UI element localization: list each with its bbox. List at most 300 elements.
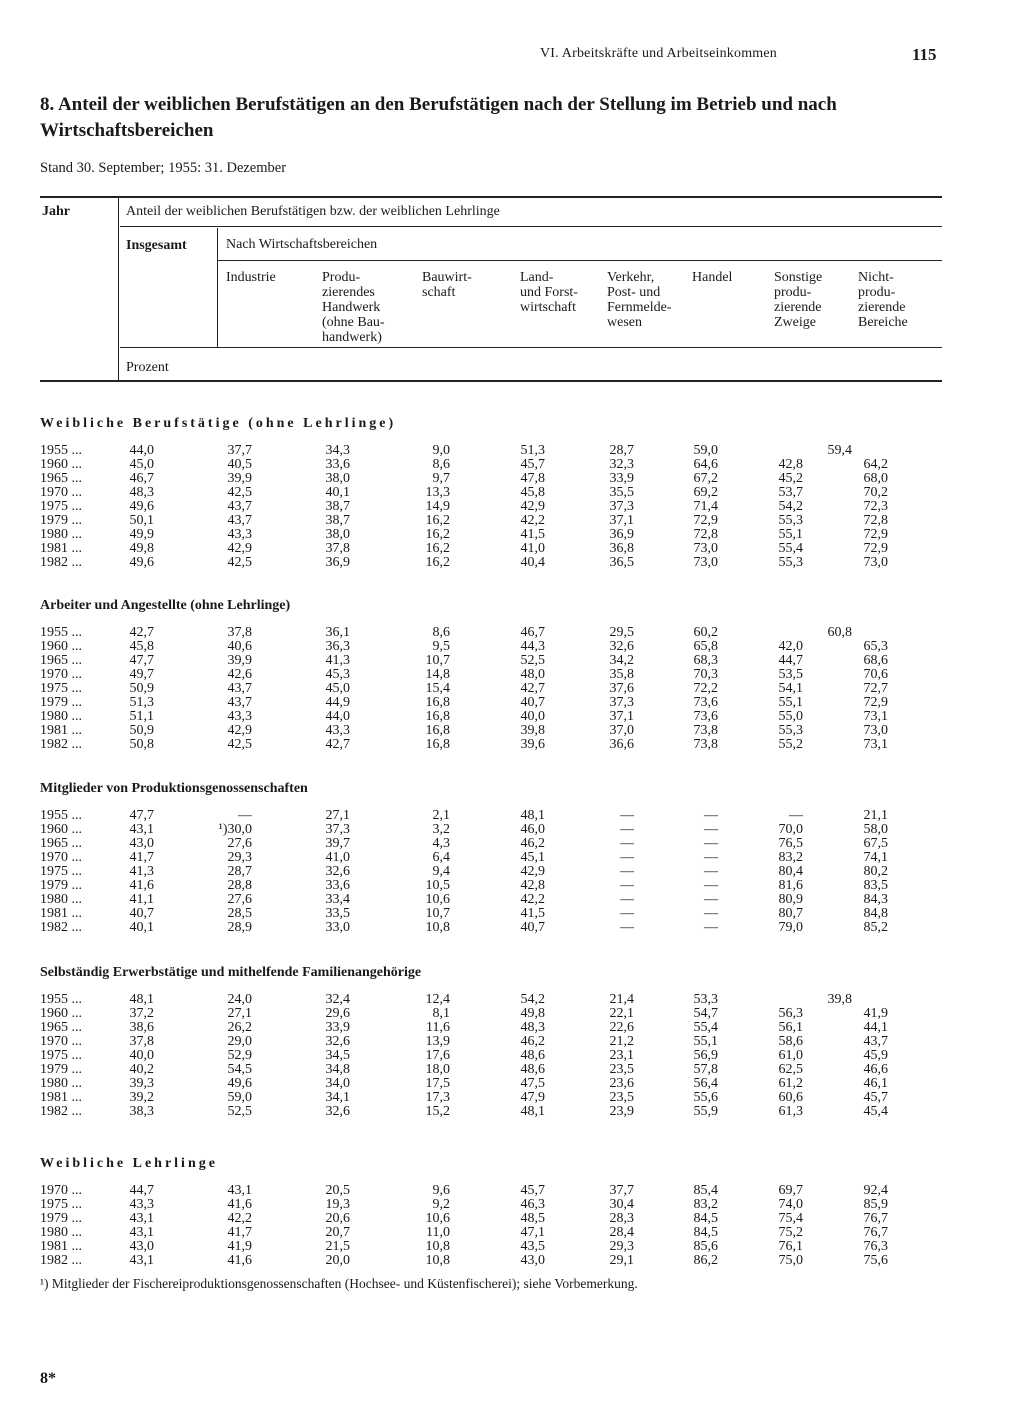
table-cell: 68,3	[693, 653, 718, 668]
table-cell: 43,0	[129, 1239, 154, 1254]
row-year: 1955 ...	[40, 443, 82, 458]
row-year: 1960 ...	[40, 639, 82, 654]
row-year: 1981 ...	[40, 1090, 82, 1105]
table-cell: 36,3	[325, 639, 350, 654]
table-cell: 43,1	[227, 1183, 252, 1198]
table-cell: —	[620, 892, 634, 907]
table-cell: 48,3	[129, 485, 154, 500]
table-cell: 39,6	[520, 737, 545, 752]
table-cell: 76,7	[863, 1211, 888, 1226]
table-cell: 59,0	[227, 1090, 252, 1105]
row-year: 1975 ...	[40, 1048, 82, 1063]
table-cell: 10,8	[425, 1253, 450, 1268]
table-cell: 54,7	[693, 1006, 718, 1021]
table-cell: 85,6	[693, 1239, 718, 1254]
table-cell: 39,8	[520, 723, 545, 738]
table-cell: 47,5	[520, 1076, 545, 1091]
table-cell: 39,9	[227, 471, 252, 486]
table-cell: 42,9	[520, 499, 545, 514]
table-cell: 46,7	[520, 625, 545, 640]
table-cell: 54,2	[778, 499, 803, 514]
row-year: 1980 ...	[40, 527, 82, 542]
table-cell: 33,5	[325, 906, 350, 921]
table-cell: 20,5	[325, 1183, 350, 1198]
table-cell: 41,6	[227, 1253, 252, 1268]
table-cell: —	[704, 892, 718, 907]
table-cell: —	[704, 850, 718, 865]
row-year: 1982 ...	[40, 555, 82, 570]
table-cell: 23,9	[609, 1104, 634, 1119]
table-cell: 72,9	[863, 527, 888, 542]
table-cell: 41,1	[129, 892, 154, 907]
table-cell: 43,7	[227, 499, 252, 514]
table-cell: 54,5	[227, 1062, 252, 1077]
table-cell: 15,2	[425, 1104, 450, 1119]
table-cell: 85,9	[863, 1197, 888, 1212]
table-cell: 70,3	[693, 667, 718, 682]
table-cell: 54,1	[778, 681, 803, 696]
table-cell: 36,1	[325, 625, 350, 640]
table-cell: 55,1	[778, 695, 803, 710]
table-cell: 46,2	[520, 836, 545, 851]
row-year: 1982 ...	[40, 1253, 82, 1268]
table-cell: 42,0	[778, 639, 803, 654]
table-subtitle: Stand 30. September; 1955: 31. Dezember	[40, 160, 287, 176]
table-cell: 3,2	[432, 822, 450, 837]
table-cell: 52,5	[227, 1104, 252, 1119]
table-cell: 20,7	[325, 1225, 350, 1240]
table-cell: 32,6	[325, 1034, 350, 1049]
table-cell: 72,8	[693, 527, 718, 542]
table-cell: 73,6	[693, 695, 718, 710]
table-cell: 39,8	[827, 992, 852, 1007]
table-cell: 40,2	[129, 1062, 154, 1077]
row-year: 1981 ...	[40, 906, 82, 921]
table-cell: 42,2	[520, 513, 545, 528]
table-cell: 42,9	[520, 864, 545, 879]
table-cell: 83,2	[778, 850, 803, 865]
table-cell: 55,4	[778, 541, 803, 556]
table-cell: 48,6	[520, 1062, 545, 1077]
table-cell: 20,6	[325, 1211, 350, 1226]
table-cell: —	[620, 822, 634, 837]
row-year: 1982 ...	[40, 737, 82, 752]
table-cell: 39,7	[325, 836, 350, 851]
table-cell: 50,8	[129, 737, 154, 752]
table-cell: 42,6	[227, 667, 252, 682]
table-cell: 37,1	[609, 513, 634, 528]
table-cell: 68,6	[863, 653, 888, 668]
table-cell: 49,6	[129, 499, 154, 514]
table-cell: 16,8	[425, 723, 450, 738]
table-cell: 43,7	[227, 513, 252, 528]
table-cell: 61,2	[778, 1076, 803, 1091]
row-year: 1970 ...	[40, 1034, 82, 1049]
table-cell: 81,6	[778, 878, 803, 893]
page-mark: 8*	[40, 1370, 56, 1387]
header-year: Jahr	[42, 204, 70, 219]
table-cell: 34,1	[325, 1090, 350, 1105]
table-cell: 34,5	[325, 1048, 350, 1063]
table-cell: 55,9	[693, 1104, 718, 1119]
table-cell: 69,2	[693, 485, 718, 500]
table-cell: 43,1	[129, 822, 154, 837]
table-cell: 17,6	[425, 1048, 450, 1063]
table-cell: 51,3	[129, 695, 154, 710]
table-cell: 44,3	[520, 639, 545, 654]
header-col-landwirtschaft: Land- und Forst- wirtschaft	[520, 270, 578, 315]
table-cell: 38,0	[325, 471, 350, 486]
table-cell: 75,2	[778, 1225, 803, 1240]
table-cell: 45,2	[778, 471, 803, 486]
row-year: 1980 ...	[40, 1225, 82, 1240]
table-cell: 49,6	[129, 555, 154, 570]
table-cell: 72,2	[693, 681, 718, 696]
table-cell: 45,0	[129, 457, 154, 472]
table-cell: 43,1	[129, 1211, 154, 1226]
table-cell: 41,9	[863, 1006, 888, 1021]
table-cell: 49,8	[520, 1006, 545, 1021]
table-cell: 55,0	[778, 709, 803, 724]
table-cell: 61,0	[778, 1048, 803, 1063]
table-cell: —	[620, 850, 634, 865]
table-cell: —	[620, 920, 634, 935]
table-cell: 73,0	[863, 555, 888, 570]
table-cell: 60,6	[778, 1090, 803, 1105]
header-col-sonstige: Sonstige produ- zierende Zweige	[774, 270, 823, 330]
row-year: 1980 ...	[40, 892, 82, 907]
table-cell: 9,4	[432, 864, 450, 879]
table-cell: 41,3	[325, 653, 350, 668]
table-cell: —	[620, 878, 634, 893]
table-cell: 28,3	[609, 1211, 634, 1226]
table-cell: 41,6	[129, 878, 154, 893]
table-cell: —	[704, 836, 718, 851]
row-year: 1975 ...	[40, 864, 82, 879]
row-year: 1981 ...	[40, 723, 82, 738]
table-cell: 41,6	[227, 1197, 252, 1212]
table-cell: 37,7	[227, 443, 252, 458]
row-year: 1975 ...	[40, 681, 82, 696]
table-cell: 80,2	[863, 864, 888, 879]
table-cell: 46,0	[520, 822, 545, 837]
table-cell: 40,1	[325, 485, 350, 500]
table-cell: 37,3	[609, 695, 634, 710]
table-cell: 37,8	[325, 541, 350, 556]
table-cell: 22,1	[609, 1006, 634, 1021]
table-cell: 43,7	[863, 1034, 888, 1049]
table-cell: 70,2	[863, 485, 888, 500]
table-cell: 37,2	[129, 1006, 154, 1021]
table-cell: 29,3	[227, 850, 252, 865]
table-cell: 2,1	[432, 808, 450, 823]
header-col-handwerk: Produ- zierendes Handwerk (ohne Bau- handwerk)	[322, 270, 385, 345]
table-cell: 33,4	[325, 892, 350, 907]
table-cell: 54,2	[520, 992, 545, 1007]
table-cell: 49,9	[129, 527, 154, 542]
table-cell: 37,8	[227, 625, 252, 640]
footnote: ¹) Mitglieder der Fischereiproduktionsgenossenschaften (Hochsee- und Küstenfischerei); siehe Vorbemerkung.	[40, 1276, 638, 1291]
table-cell: 23,5	[609, 1062, 634, 1077]
section-title: Arbeiter und Angestellte (ohne Lehrlinge)	[40, 598, 291, 613]
table-cell: 56,3	[778, 1006, 803, 1021]
table-cell: 10,7	[425, 653, 450, 668]
table-cell: 47,7	[129, 653, 154, 668]
table-cell: 16,8	[425, 695, 450, 710]
table-cell: 46,6	[863, 1062, 888, 1077]
table-cell: 34,2	[609, 653, 634, 668]
row-year: 1981 ...	[40, 541, 82, 556]
table-cell: 41,5	[520, 906, 545, 921]
table-cell: 45,1	[520, 850, 545, 865]
table-cell: 18,0	[425, 1062, 450, 1077]
table-cell: 45,4	[863, 1104, 888, 1119]
table-cell: 11,6	[426, 1020, 450, 1035]
table-cell: 28,7	[609, 443, 634, 458]
row-year: 1955 ...	[40, 625, 82, 640]
table-cell: 40,7	[520, 695, 545, 710]
table-cell: 80,7	[778, 906, 803, 921]
table-cell: 37,3	[609, 499, 634, 514]
table-cell: 42,7	[520, 681, 545, 696]
row-year: 1965 ...	[40, 836, 82, 851]
table-cell: 50,1	[129, 513, 154, 528]
table-cell: —	[704, 906, 718, 921]
row-year: 1979 ...	[40, 513, 82, 528]
table-cell: 69,7	[778, 1183, 803, 1198]
table-cell: 29,5	[609, 625, 634, 640]
table-cell: 42,7	[325, 737, 350, 752]
table-cell: 10,8	[425, 920, 450, 935]
table-cell: 9,0	[432, 443, 450, 458]
row-year: 1979 ...	[40, 878, 82, 893]
row-year: 1981 ...	[40, 1239, 82, 1254]
table-cell: 80,4	[778, 864, 803, 879]
table-cell: 45,7	[520, 1183, 545, 1198]
table-cell: 85,2	[863, 920, 888, 935]
table-cell: 72,3	[863, 499, 888, 514]
table-cell: 33,9	[609, 471, 634, 486]
table-cell: 27,6	[227, 836, 252, 851]
table-cell: 43,1	[129, 1253, 154, 1268]
table-cell: 21,2	[609, 1034, 634, 1049]
table-cell: 44,7	[778, 653, 803, 668]
table-cell: 61,3	[778, 1104, 803, 1119]
table-cell: 43,7	[227, 695, 252, 710]
table-cell: 35,5	[609, 485, 634, 500]
table-cell: 45,9	[863, 1048, 888, 1063]
table-cell: 92,4	[863, 1183, 888, 1198]
table-cell: 47,8	[520, 471, 545, 486]
table-cell: 27,6	[227, 892, 252, 907]
table-cell: 10,7	[425, 906, 450, 921]
table-cell: 27,1	[227, 1006, 252, 1021]
table-cell: 48,1	[520, 1104, 545, 1119]
table-cell: 39,2	[129, 1090, 154, 1105]
table-cell: 59,0	[693, 443, 718, 458]
table-cell: —	[704, 822, 718, 837]
table-cell: —	[620, 906, 634, 921]
table-cell: 60,8	[827, 625, 852, 640]
table-cell: 30,4	[609, 1197, 634, 1212]
table-cell: 56,9	[693, 1048, 718, 1063]
row-year: 1980 ...	[40, 709, 82, 724]
table-cell: 42,8	[520, 878, 545, 893]
table-cell: 43,1	[129, 1225, 154, 1240]
table-cell: 23,1	[609, 1048, 634, 1063]
table-cell: 21,1	[863, 808, 888, 823]
row-year: 1970 ...	[40, 667, 82, 682]
header-rule-unit	[120, 347, 942, 348]
table-cell: 42,2	[227, 1211, 252, 1226]
table-cell: —	[704, 864, 718, 879]
table-cell: 35,8	[609, 667, 634, 682]
page-number: 115	[912, 45, 937, 64]
header-unit: Prozent	[126, 360, 169, 375]
table-cell: 32,4	[325, 992, 350, 1007]
table-cell: 16,2	[425, 555, 450, 570]
table-cell: 42,7	[129, 625, 154, 640]
table-cell: 16,2	[425, 541, 450, 556]
table-cell: 48,1	[129, 992, 154, 1007]
table-cell: 84,8	[863, 906, 888, 921]
table-cell: 62,5	[778, 1062, 803, 1077]
header-divider-total	[217, 228, 218, 347]
table-cell: 40,1	[129, 920, 154, 935]
table-cell: 43,0	[129, 836, 154, 851]
table-cell: 36,9	[609, 527, 634, 542]
table-cell: 49,6	[227, 1076, 252, 1091]
table-cell: 51,1	[129, 709, 154, 724]
table-cell: 36,8	[609, 541, 634, 556]
row-year: 1970 ...	[40, 850, 82, 865]
table-cell: 42,9	[227, 541, 252, 556]
table-cell: —	[704, 808, 718, 823]
table-cell: 73,0	[693, 555, 718, 570]
table-cell: 45,0	[325, 681, 350, 696]
table-cell: 10,8	[425, 1239, 450, 1254]
running-head: VI. Arbeitskräfte und Arbeitseinkommen	[540, 46, 777, 61]
header-col-nichtproduzierende: Nicht- produ- zierende Bereiche	[858, 270, 908, 330]
table-cell: 53,5	[778, 667, 803, 682]
table-cell: 13,3	[425, 485, 450, 500]
table-cell: 40,0	[520, 709, 545, 724]
table-cell: 75,0	[778, 1253, 803, 1268]
table-cell: 79,0	[778, 920, 803, 935]
table-cell: 41,7	[129, 850, 154, 865]
table-cell: 16,2	[425, 513, 450, 528]
table-cell: 56,4	[693, 1076, 718, 1091]
section-title: Mitglieder von Produktionsgenossenschaften	[40, 781, 308, 796]
table-cell: 74,0	[778, 1197, 803, 1212]
table-cell: 42,2	[520, 892, 545, 907]
table-cell: 12,4	[425, 992, 450, 1007]
table-cell: 40,6	[227, 639, 252, 654]
table-cell: 46,1	[863, 1076, 888, 1091]
table-cell: 55,6	[693, 1090, 718, 1105]
table-cell: 55,3	[778, 723, 803, 738]
table-cell: 60,2	[693, 625, 718, 640]
table-cell: 44,1	[863, 1020, 888, 1035]
table-cell: 28,9	[227, 920, 252, 935]
table-cell: 9,2	[432, 1197, 450, 1212]
table-cell: 33,6	[325, 878, 350, 893]
section-title: Weibliche Lehrlinge	[40, 1156, 218, 1171]
table-cell: 37,0	[609, 723, 634, 738]
table-cell: 20,0	[325, 1253, 350, 1268]
table-cell: 33,0	[325, 920, 350, 935]
table-cell: 34,8	[325, 1062, 350, 1077]
table-cell: —	[620, 864, 634, 879]
table-cell: 45,8	[129, 639, 154, 654]
section-title: Selbständig Erwerbstätige und mithelfende Familienangehörige	[40, 965, 422, 980]
table-cell: 32,6	[609, 639, 634, 654]
table-cell: 68,0	[863, 471, 888, 486]
row-year: 1970 ...	[40, 1183, 82, 1198]
table-cell: 45,8	[520, 485, 545, 500]
table-cell: 33,6	[325, 457, 350, 472]
table-cell: 14,8	[425, 667, 450, 682]
table-cell: 10,6	[425, 892, 450, 907]
table-cell: 46,2	[520, 1034, 545, 1049]
table-cell: 17,5	[425, 1076, 450, 1091]
table-cell: 37,7	[609, 1183, 634, 1198]
table-cell: 10,5	[425, 878, 450, 893]
row-year: 1965 ...	[40, 471, 82, 486]
header-rule-bottom	[40, 380, 942, 382]
table-cell: 55,1	[693, 1034, 718, 1049]
table-cell: 39,3	[129, 1076, 154, 1091]
table-cell: 38,6	[129, 1020, 154, 1035]
table-cell: 84,3	[863, 892, 888, 907]
table-cell: 83,2	[693, 1197, 718, 1212]
table-cell: 55,3	[778, 513, 803, 528]
table-cell: 75,4	[778, 1211, 803, 1226]
table-cell: 37,3	[325, 822, 350, 837]
table-cell: 41,7	[227, 1225, 252, 1240]
table-cell: 58,0	[863, 822, 888, 837]
header-total: Insgesamt	[126, 238, 187, 253]
table-cell: 53,3	[693, 992, 718, 1007]
table-cell: 43,3	[227, 527, 252, 542]
table-cell: —	[238, 808, 252, 823]
table-cell: 73,0	[863, 723, 888, 738]
table-cell: 37,8	[129, 1034, 154, 1049]
table-cell: 73,1	[863, 737, 888, 752]
table-cell: 9,5	[432, 639, 450, 654]
table-cell: 50,9	[129, 723, 154, 738]
table-cell: 9,7	[432, 471, 450, 486]
table-cell: 42,5	[227, 555, 252, 570]
table-cell: 38,0	[325, 527, 350, 542]
table-cell: 32,6	[325, 864, 350, 879]
table-cell: 32,3	[609, 457, 634, 472]
table-cell: 40,0	[129, 1048, 154, 1063]
header-rule-span	[120, 226, 942, 227]
table-cell: —	[704, 878, 718, 893]
header-col-industrie: Industrie	[226, 270, 276, 285]
table-cell: 23,5	[609, 1090, 634, 1105]
table-cell: 80,9	[778, 892, 803, 907]
row-year: 1955 ...	[40, 808, 82, 823]
table-cell: 34,0	[325, 1076, 350, 1091]
table-cell: 72,8	[863, 513, 888, 528]
table-cell: 46,7	[129, 471, 154, 486]
table-cell: 47,9	[520, 1090, 545, 1105]
row-year: 1982 ...	[40, 920, 82, 935]
table-cell: 44,9	[325, 695, 350, 710]
table-cell: 43,5	[520, 1239, 545, 1254]
